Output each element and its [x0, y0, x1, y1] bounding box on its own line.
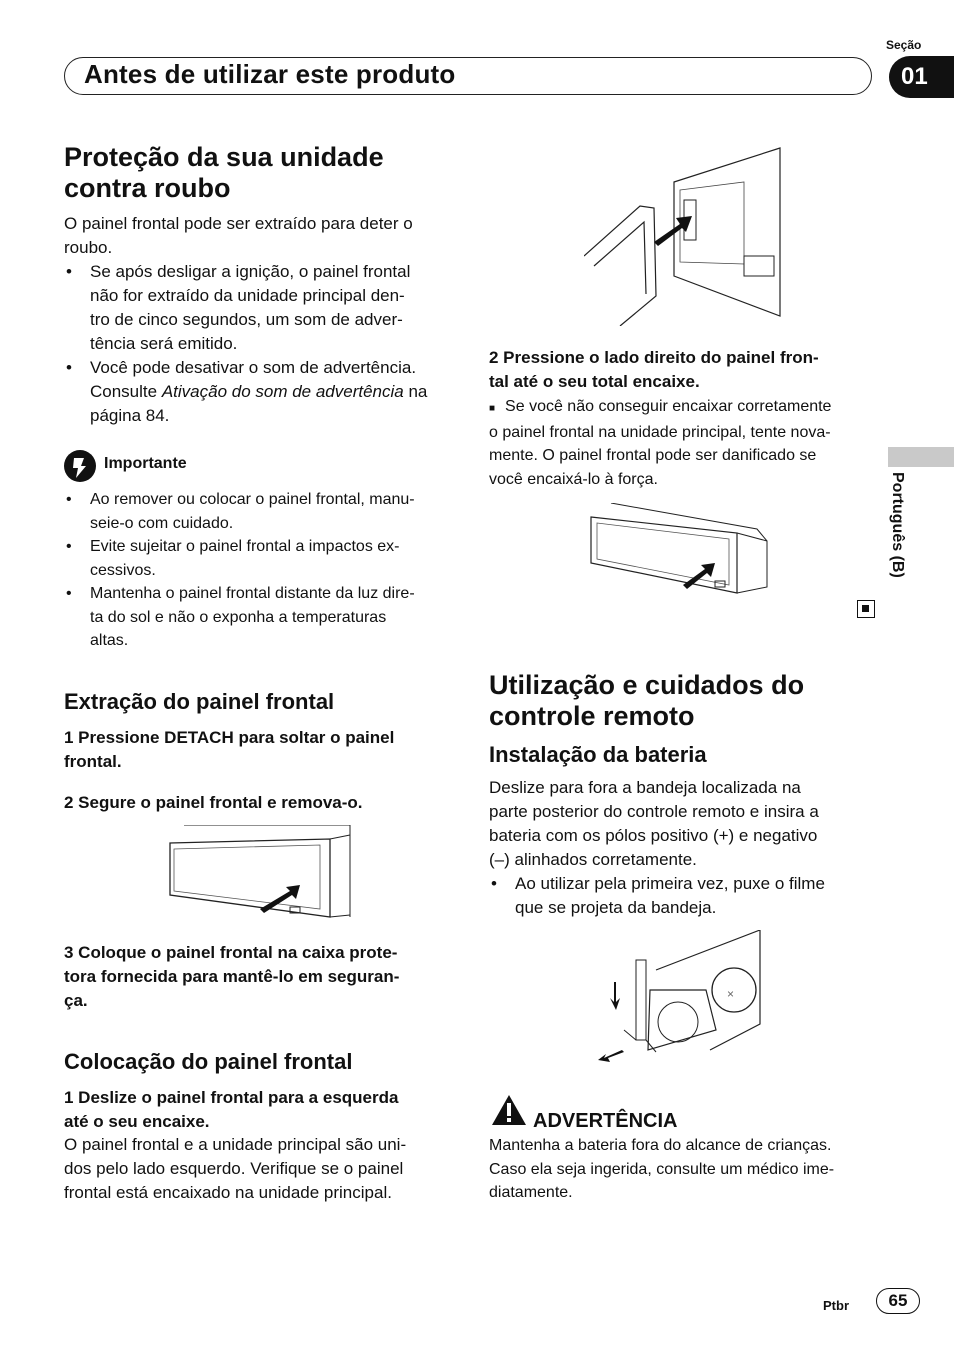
placement-step-1: 1 Deslize o painel frontal para a esquerda até o seu encaixe.: [64, 1088, 399, 1131]
attach-step-2: 2 Pressione o lado direito do painel fron- tal até o seu total encaixe.: [489, 348, 819, 391]
step-1: 1 Pressione DETACH para soltar o painel frontal.: [64, 728, 395, 771]
subheading-battery: Instalação da bateria: [489, 742, 707, 767]
list-item: • Evite sujeitar o painel frontal a impactos ex- cessivos.: [66, 538, 400, 579]
intro-paragraph: O painel frontal pode ser extraído para deter o roubo. • Se após desligar a ignição, o painel frontal não for extraído da unidade principal den- tro de cinco segundos, um som de adver- tência será emitido. • Você pode desativar o som de advertência. Consulte Ativação do som de advertência na página 84.: [64, 212, 454, 428]
detach-panel-illustration: [160, 825, 355, 925]
footer-language: Ptbr: [823, 1298, 849, 1313]
step-2: 2 Segure o painel frontal e remova-o.: [64, 793, 363, 812]
page-number: 65: [876, 1288, 920, 1314]
list-item: • Se após desligar a ignição, o painel frontal não for extraído da unidade principal den- tro de cinco segundos, um som de adver- tência será emitido.: [66, 262, 411, 353]
cross-reference-link: Ativação do som de advertência: [161, 382, 404, 401]
attach-panel-illustration: [584, 146, 784, 326]
placement-paragraph: O painel frontal e a unidade principal são uni- dos pelo lado esquerdo. Verifique se o painel frontal está encaixado na unidade principal.: [64, 1135, 407, 1202]
section-heading-protection: Proteção da sua unidade contra roubo: [64, 142, 384, 203]
attach-note: ■ Se você não conseguir encaixar corretamente o painel frontal na unidade principal, tente nova- mente. O painel frontal pode ser danificado se você encaixá-lo à força.: [489, 398, 832, 488]
important-icon: [64, 450, 96, 482]
section-label: Seção: [886, 38, 922, 52]
list-item: • Ao utilizar pela primeira vez, puxe o filme que se projeta da bandeja.: [491, 874, 825, 917]
svg-text:×: ×: [727, 987, 735, 1001]
warning-text: Mantenha a bateria fora do alcance de crianças. Caso ela seja ingerida, consulte um médico ime- diatamente.: [489, 1137, 835, 1201]
battery-tray-illustration: [596, 930, 762, 1070]
page-title: Antes de utilizar este produto: [84, 59, 456, 89]
subheading-placement: Colocação do painel frontal: [64, 1049, 353, 1074]
warning-triangle-icon: [490, 1093, 528, 1127]
warning-label: ADVERTÊNCIA: [533, 1110, 678, 1132]
list-item: • Mantenha o painel frontal distante da luz dire- ta do sol e não o exponha a temperaturas altas.: [66, 585, 415, 649]
battery-paragraph: Deslize para fora a bandeja localizada na parte posterior do controle remoto e insira a bateria com os pólos positivo (+) e negativo (–) alinhados corretamente. • Ao utilizar pela primeira vez, puxe o filme que se projeta da bandeja.: [489, 776, 879, 920]
step-3: 3 Coloque o painel frontal na caixa prote- tora fornecida para mantê-lo em seguran- ça.: [64, 943, 400, 1010]
list-item: • Você pode desativar o som de advertência. Consulte Ativação do som de advertência na página 84.: [66, 358, 428, 425]
subheading-extraction: Extração do painel frontal: [64, 689, 335, 714]
side-tab: [888, 447, 954, 467]
important-list: [64, 488, 454, 653]
list-item: • Ao remover ou colocar o painel frontal, manu- seie-o com cuidado.: [66, 491, 415, 532]
press-panel-illustration: [587, 503, 777, 595]
side-language-label: Português (B): [889, 472, 906, 578]
section-number-badge: 01: [889, 56, 954, 98]
section-heading-remote: Utilização e cuidados do controle remoto: [489, 670, 805, 731]
end-mark-icon: [857, 600, 875, 618]
important-label: Importante: [104, 455, 187, 472]
